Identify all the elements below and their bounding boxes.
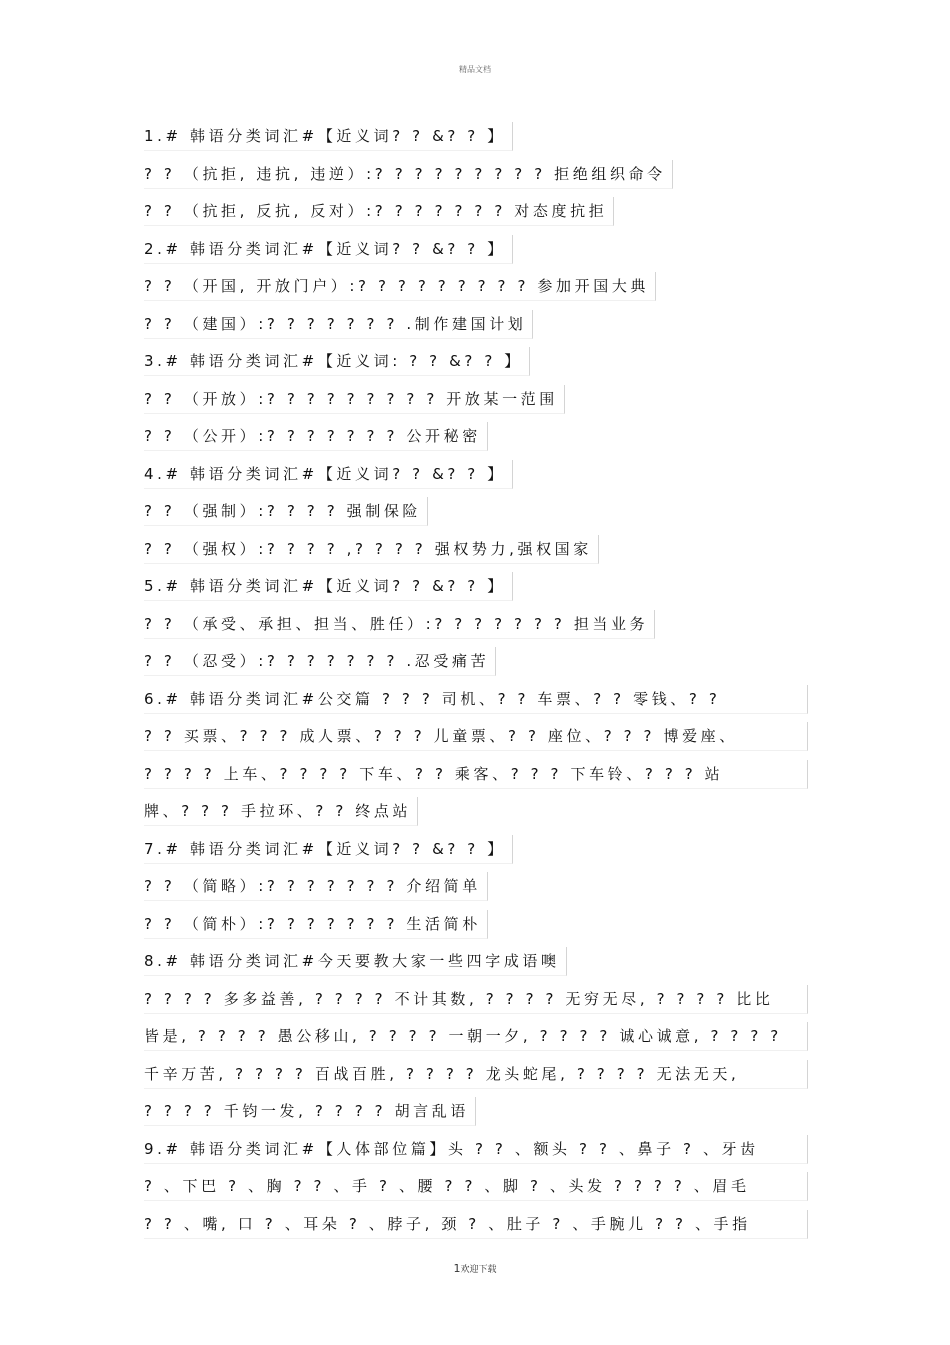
page-footer xyxy=(0,1262,950,1275)
text-line-content: ? ? 买票、? ? ? 成人票、? ? ? 儿童票、? ? 座位、? ? ? 博爱座、 xyxy=(144,722,808,751)
text-line xyxy=(144,310,808,348)
text-line-content: 9.# 韩语分类词汇#【人体部位篇】头 ? ? 、额头 ? ? 、鼻子 ? 、牙齿 xyxy=(144,1135,808,1164)
text-line-content: ? ? （抗拒, 违抗, 违逆）:? ? ? ? ? ? ? ? ? 拒绝组织命令 xyxy=(144,160,673,189)
text-line-content: ? ? （简略）:? ? ? ? ? ? ? 介绍简单 xyxy=(144,872,488,901)
text-line-content: 皆是, ? ? ? ? 愚公移山, ? ? ? ? 一朝一夕, ? ? ? ? 诚心诚意, ? ? ? ? xyxy=(144,1022,808,1051)
text-line-content: ? ? （强制）:? ? ? ? 强制保险 xyxy=(144,497,428,526)
text-line-content: ? ? （建国）:? ? ? ? ? ? ? .制作建国计划 xyxy=(144,310,533,339)
text-line-content: ? ? ? ? 千钧一发, ? ? ? ? 胡言乱语 xyxy=(144,1097,476,1126)
text-line-content: ? ? ? ? 上车、? ? ? ? 下车、? ? 乘客、? ? ? 下车铃、? ? ? 站 xyxy=(144,760,808,789)
text-line xyxy=(144,1022,808,1060)
text-line-content: ? ? （忍受）:? ? ? ? ? ? ? .忍受痛苦 xyxy=(144,647,496,676)
text-line xyxy=(144,722,808,760)
text-line xyxy=(144,122,808,160)
text-line xyxy=(144,385,808,423)
text-line xyxy=(144,610,808,648)
text-line xyxy=(144,685,808,723)
text-line xyxy=(144,835,808,873)
text-line-content: ? ? （开国, 开放门户）:? ? ? ? ? ? ? ? ? 参加开国大典 xyxy=(144,272,656,301)
text-line-content: 7.# 韩语分类词汇#【近义词? ? &? ? 】 xyxy=(144,835,513,864)
text-line-content: ? ? （强权）:? ? ? ? ,? ? ? ? 强权势力,强权国家 xyxy=(144,535,599,564)
text-line-content: 8.# 韩语分类词汇#今天要教大家一些四字成语噢 xyxy=(144,947,567,976)
text-line xyxy=(144,197,808,235)
text-line xyxy=(144,985,808,1023)
text-line xyxy=(144,1210,808,1248)
text-line xyxy=(144,760,808,798)
text-line xyxy=(144,872,808,910)
page-number: 1 xyxy=(453,1262,461,1275)
text-line-content: 6.# 韩语分类词汇#公交篇 ? ? ? 司机、? ? 车票、? ? 零钱、? ? xyxy=(144,685,808,714)
text-line xyxy=(144,572,808,610)
text-line-content: 4.# 韩语分类词汇#【近义词? ? &? ? 】 xyxy=(144,460,513,489)
page-header: 精品文档 xyxy=(459,65,491,74)
text-line xyxy=(144,422,808,460)
text-line xyxy=(144,235,808,273)
text-line-content: ? ? （承受、承担、担当、胜任）:? ? ? ? ? ? ? 担当业务 xyxy=(144,610,655,639)
text-line-content: 5.# 韩语分类词汇#【近义词? ? &? ? 】 xyxy=(144,572,513,601)
text-line-content: 1.# 韩语分类词汇#【近义词? ? &? ? 】 xyxy=(144,122,513,151)
text-line-content: ? ? （公开）:? ? ? ? ? ? ? 公开秘密 xyxy=(144,422,488,451)
text-line-content: ? ? （简朴）:? ? ? ? ? ? ? 生活简朴 xyxy=(144,910,488,939)
text-line xyxy=(144,1097,808,1135)
text-line xyxy=(144,947,808,985)
text-line xyxy=(144,272,808,310)
text-line xyxy=(144,160,808,198)
text-line xyxy=(144,460,808,498)
text-line-content: 2.# 韩语分类词汇#【近义词? ? &? ? 】 xyxy=(144,235,513,264)
text-line-content: ? 、下巴 ? 、胸 ? ? 、手 ? 、腰 ? ? 、脚 ? 、头发 ? ? ? ? 、眉毛 xyxy=(144,1172,808,1201)
text-line xyxy=(144,647,808,685)
document-body xyxy=(144,122,808,1247)
text-line-content: ? ? （开放）:? ? ? ? ? ? ? ? ? 开放某一范围 xyxy=(144,385,565,414)
footer-text: 欢迎下载 xyxy=(460,1265,497,1275)
text-line-content: 千辛万苦, ? ? ? ? 百战百胜, ? ? ? ? 龙头蛇尾, ? ? ? ? 无法无天, xyxy=(144,1060,808,1089)
text-line xyxy=(144,347,808,385)
text-line xyxy=(144,1135,808,1173)
text-line xyxy=(144,910,808,948)
text-line xyxy=(144,535,808,573)
text-line-content: 3.# 韩语分类词汇#【近义词: ? ? &? ? 】 xyxy=(144,347,530,376)
text-line xyxy=(144,1060,808,1098)
text-line-content: ? ? 、嘴, 口 ? 、耳朵 ? 、脖子, 颈 ? 、肚子 ? 、手腕儿 ? ? 、手指 xyxy=(144,1210,808,1239)
text-line xyxy=(144,1172,808,1210)
text-line-content: 牌、? ? ? 手拉环、? ? 终点站 xyxy=(144,797,418,826)
text-line xyxy=(144,497,808,535)
text-line-content: ? ? （抗拒, 反抗, 反对）:? ? ? ? ? ? ? 对态度抗拒 xyxy=(144,197,614,226)
text-line-content: ? ? ? ? 多多益善, ? ? ? ? 不计其数, ? ? ? ? 无穷无尽, ? ? ? ? 比比 xyxy=(144,985,808,1014)
text-line xyxy=(144,797,808,835)
